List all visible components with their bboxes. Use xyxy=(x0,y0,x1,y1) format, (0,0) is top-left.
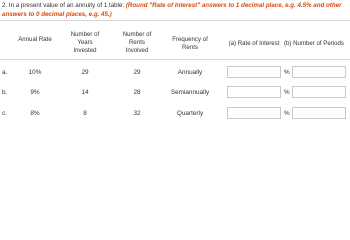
number-of-periods-input[interactable] xyxy=(292,66,346,78)
percent-sign: % xyxy=(284,69,290,76)
number-of-periods-input[interactable] xyxy=(292,107,346,119)
table-row xyxy=(0,65,350,85)
percent-sign: % xyxy=(284,89,290,96)
header-frequency: Frequency of Rents xyxy=(172,36,208,51)
rate-of-interest-input[interactable] xyxy=(227,107,281,119)
row-label: b. xyxy=(2,89,8,96)
frequency-cell: Semiannually xyxy=(170,89,210,96)
table-row xyxy=(0,85,350,105)
question-text: 2. In a present value of an annuity of 1 table: xyxy=(2,2,125,9)
rate-of-interest-input[interactable] xyxy=(227,66,281,78)
divider xyxy=(0,20,350,21)
table-row xyxy=(0,106,350,126)
header-rents-involved: Number of Rents Involved xyxy=(122,31,152,54)
header-annual-rate: Annual Rate xyxy=(18,36,52,43)
years-cell: 14 xyxy=(81,89,89,96)
years-cell: 29 xyxy=(81,69,89,76)
rate-cell: 10% xyxy=(28,69,42,76)
row-label: a. xyxy=(2,69,8,76)
rate-of-interest-input[interactable] xyxy=(227,86,281,98)
header-divider xyxy=(0,59,350,60)
rents-cell: 29 xyxy=(133,69,141,76)
rents-cell: 32 xyxy=(133,110,141,117)
number-of-periods-input[interactable] xyxy=(292,86,346,98)
frequency-cell: Quarterly xyxy=(176,110,204,117)
frequency-cell: Annually xyxy=(177,69,203,76)
rents-cell: 28 xyxy=(133,89,141,96)
years-cell: 8 xyxy=(83,110,87,117)
rate-cell: 8% xyxy=(30,110,40,117)
rounding-instruction: (Round "Rate of Interest" answers to 1 decimal place, e.g. 4.5% and other answers to 0 decimal places, e.g. 45.) xyxy=(2,2,342,18)
header-rate-of-interest: (a) Rate of Interest xyxy=(228,40,280,47)
percent-sign: % xyxy=(284,110,290,117)
question-prompt xyxy=(2,2,348,19)
rate-cell: 9% xyxy=(30,89,40,96)
row-label: c. xyxy=(2,110,7,117)
header-years-invested: Number of Years Invested xyxy=(70,31,100,54)
header-number-of-periods: (b) Number of Periods xyxy=(284,40,344,47)
